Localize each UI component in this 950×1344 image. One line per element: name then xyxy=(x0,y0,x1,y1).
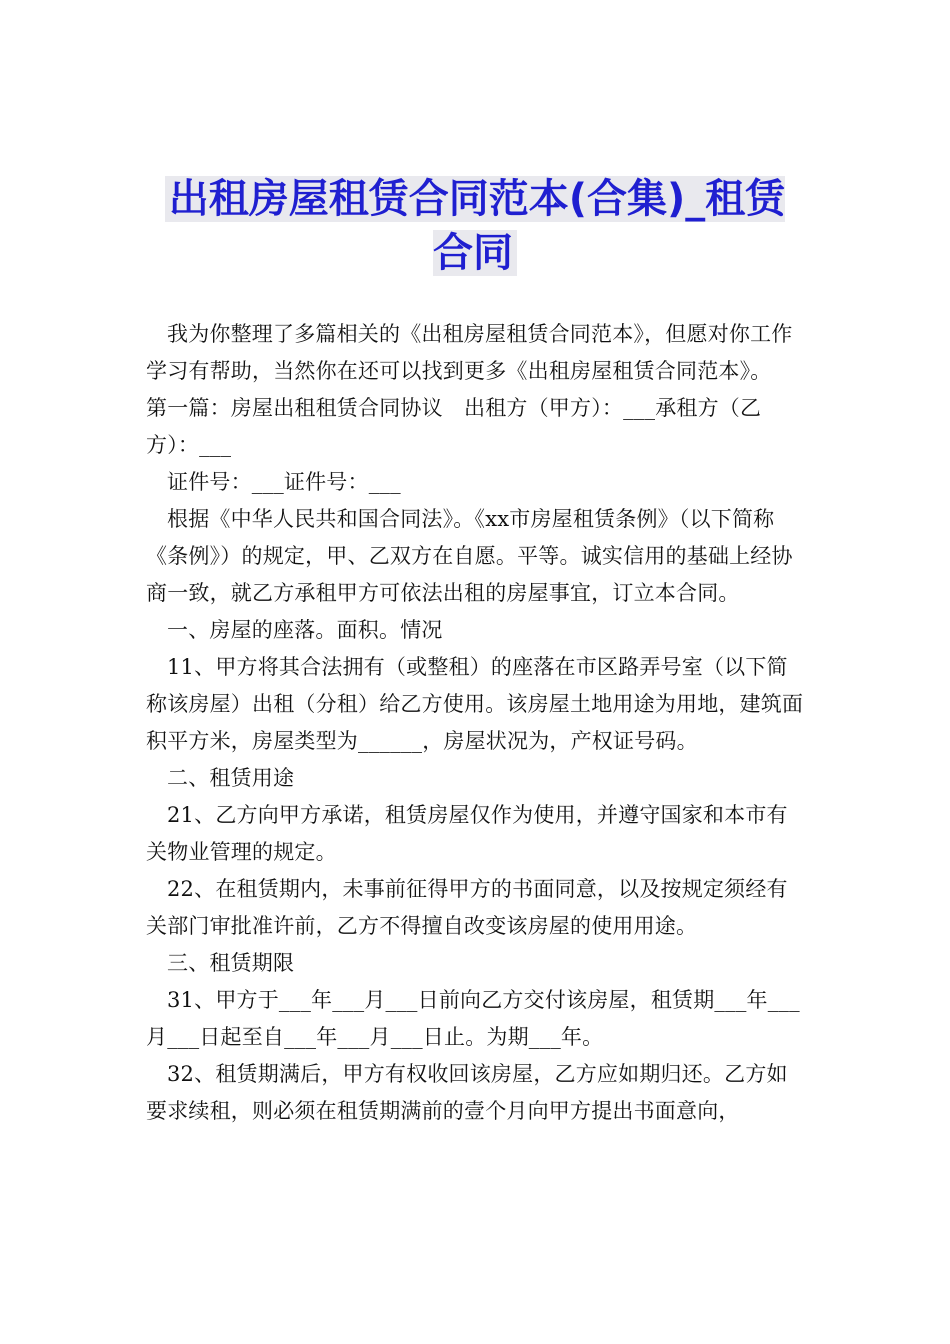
clause-32: 32、租赁期满后，甲方有权收回该房屋，乙方应如期归还。乙方如要求续租，则必须在租赁期满前的壹个月向甲方提出书面意向， xyxy=(146,1062,788,1123)
id-number-line: 证件号：___证件号：___ xyxy=(167,470,401,494)
clause-21: 21、乙方向甲方承诺，租赁房屋仅作为使用，并遵守国家和本市有关物业管理的规定。 xyxy=(146,803,788,864)
document-body xyxy=(146,316,808,1130)
intro-paragraph: 我为你整理了多篇相关的《出租房屋租赁合同范本》，但愿对你工作学习有帮助，当然你在还可以找到更多《出租房屋租赁合同范本》。 xyxy=(146,322,793,383)
chapter-one-heading: 第一篇：房屋出租租赁合同协议 出租方（甲方）：___承租方（乙方）：___ xyxy=(146,396,762,457)
clause-31: 31、甲方于___年___月___日前向乙方交付该房屋，租赁期___年___月___日起至自___年___月___日止。为期___年。 xyxy=(146,988,800,1049)
document-title-text: 出租房屋租赁合同范本(合集)_租赁合同 xyxy=(165,176,786,276)
clause-22: 22、在租赁期内，未事前征得甲方的书面同意，以及按规定须经有关部门审批准许前，乙方不得擅自改变该房屋的使用用途。 xyxy=(146,877,788,938)
preamble-paragraph: 根据《中华人民共和国合同法》。《xx市房屋租赁条例》（以下简称《条例》）的规定，甲、乙双方在自愿。平等。诚实信用的基础上经协商一致，就乙方承租甲方可依法出租的房屋事宜，订立本合同。 xyxy=(146,507,793,605)
section-heading-usage: 二、租赁用途 xyxy=(167,766,295,790)
document-title xyxy=(150,172,800,280)
section-heading-location: 一、房屋的座落。面积。情况 xyxy=(167,618,443,642)
section-heading-term: 三、租赁期限 xyxy=(167,951,295,975)
clause-11: 11、甲方将其合法拥有（或整租）的座落在市区路弄号室（以下简称该房屋）出租（分租）给乙方使用。该房屋土地用途为用地，建筑面积平方米，房屋类型为______，房屋状况为，产权证号码。 xyxy=(146,655,804,753)
